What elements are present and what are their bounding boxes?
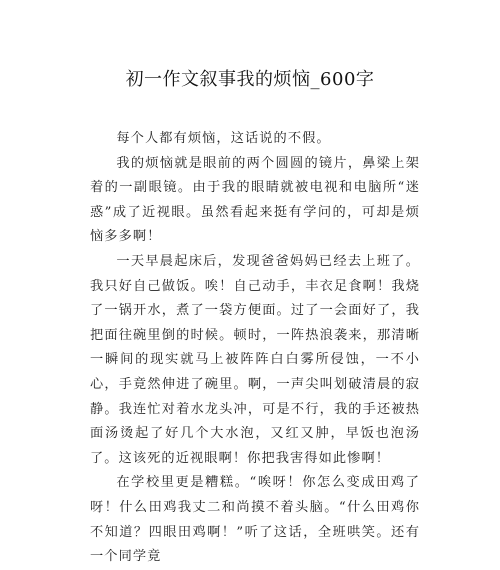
document-title: 初一作文叙事我的烦恼_600字	[125, 69, 375, 90]
paragraph: 一天早晨起床后，发现爸爸妈妈已经去上班了。我只好自己做饭。唉！自己动手，丰衣足食啊！我烧了一锅开水，煮了一袋方便面。过了一会面好了，我把面往碗里倒的时候。顿时，一阵热浪袭来，那清晰一瞬间的现实就马上被阵阵白白雾所侵蚀，一不小心，手竟然伸进了碗里。啊，一声尖叫划破清晨的寂静。我连忙对着水龙头冲，可是不行，我的手还被热面汤烫起了好几个大水泡，又红又肿，早饭也泡汤了。这该死的近视眼啊！你把我害得如此惨啊！	[90, 253, 420, 466]
paragraph: 在学校里更是糟糕。“唉呀！你怎么变成田鸡了呀！什么田鸡我丈二和尚摸不着头脑。“什么田鸡你不知道？四眼田鸡啊！”听了这话，全班哄笑。还有一个同学竟	[90, 475, 420, 565]
paragraph: 我的烦恼就是眼前的两个圆圆的镜片，鼻梁上架着的一副眼镜。由于我的眼睛就被电视和电脑所“迷惑”成了近视眼。虽然看起来挺有学问的，可却是烦恼多多啊！	[90, 155, 420, 245]
document-body	[90, 127, 420, 570]
paragraph: 每个人都有烦恼，这话说的不假。	[116, 131, 331, 146]
